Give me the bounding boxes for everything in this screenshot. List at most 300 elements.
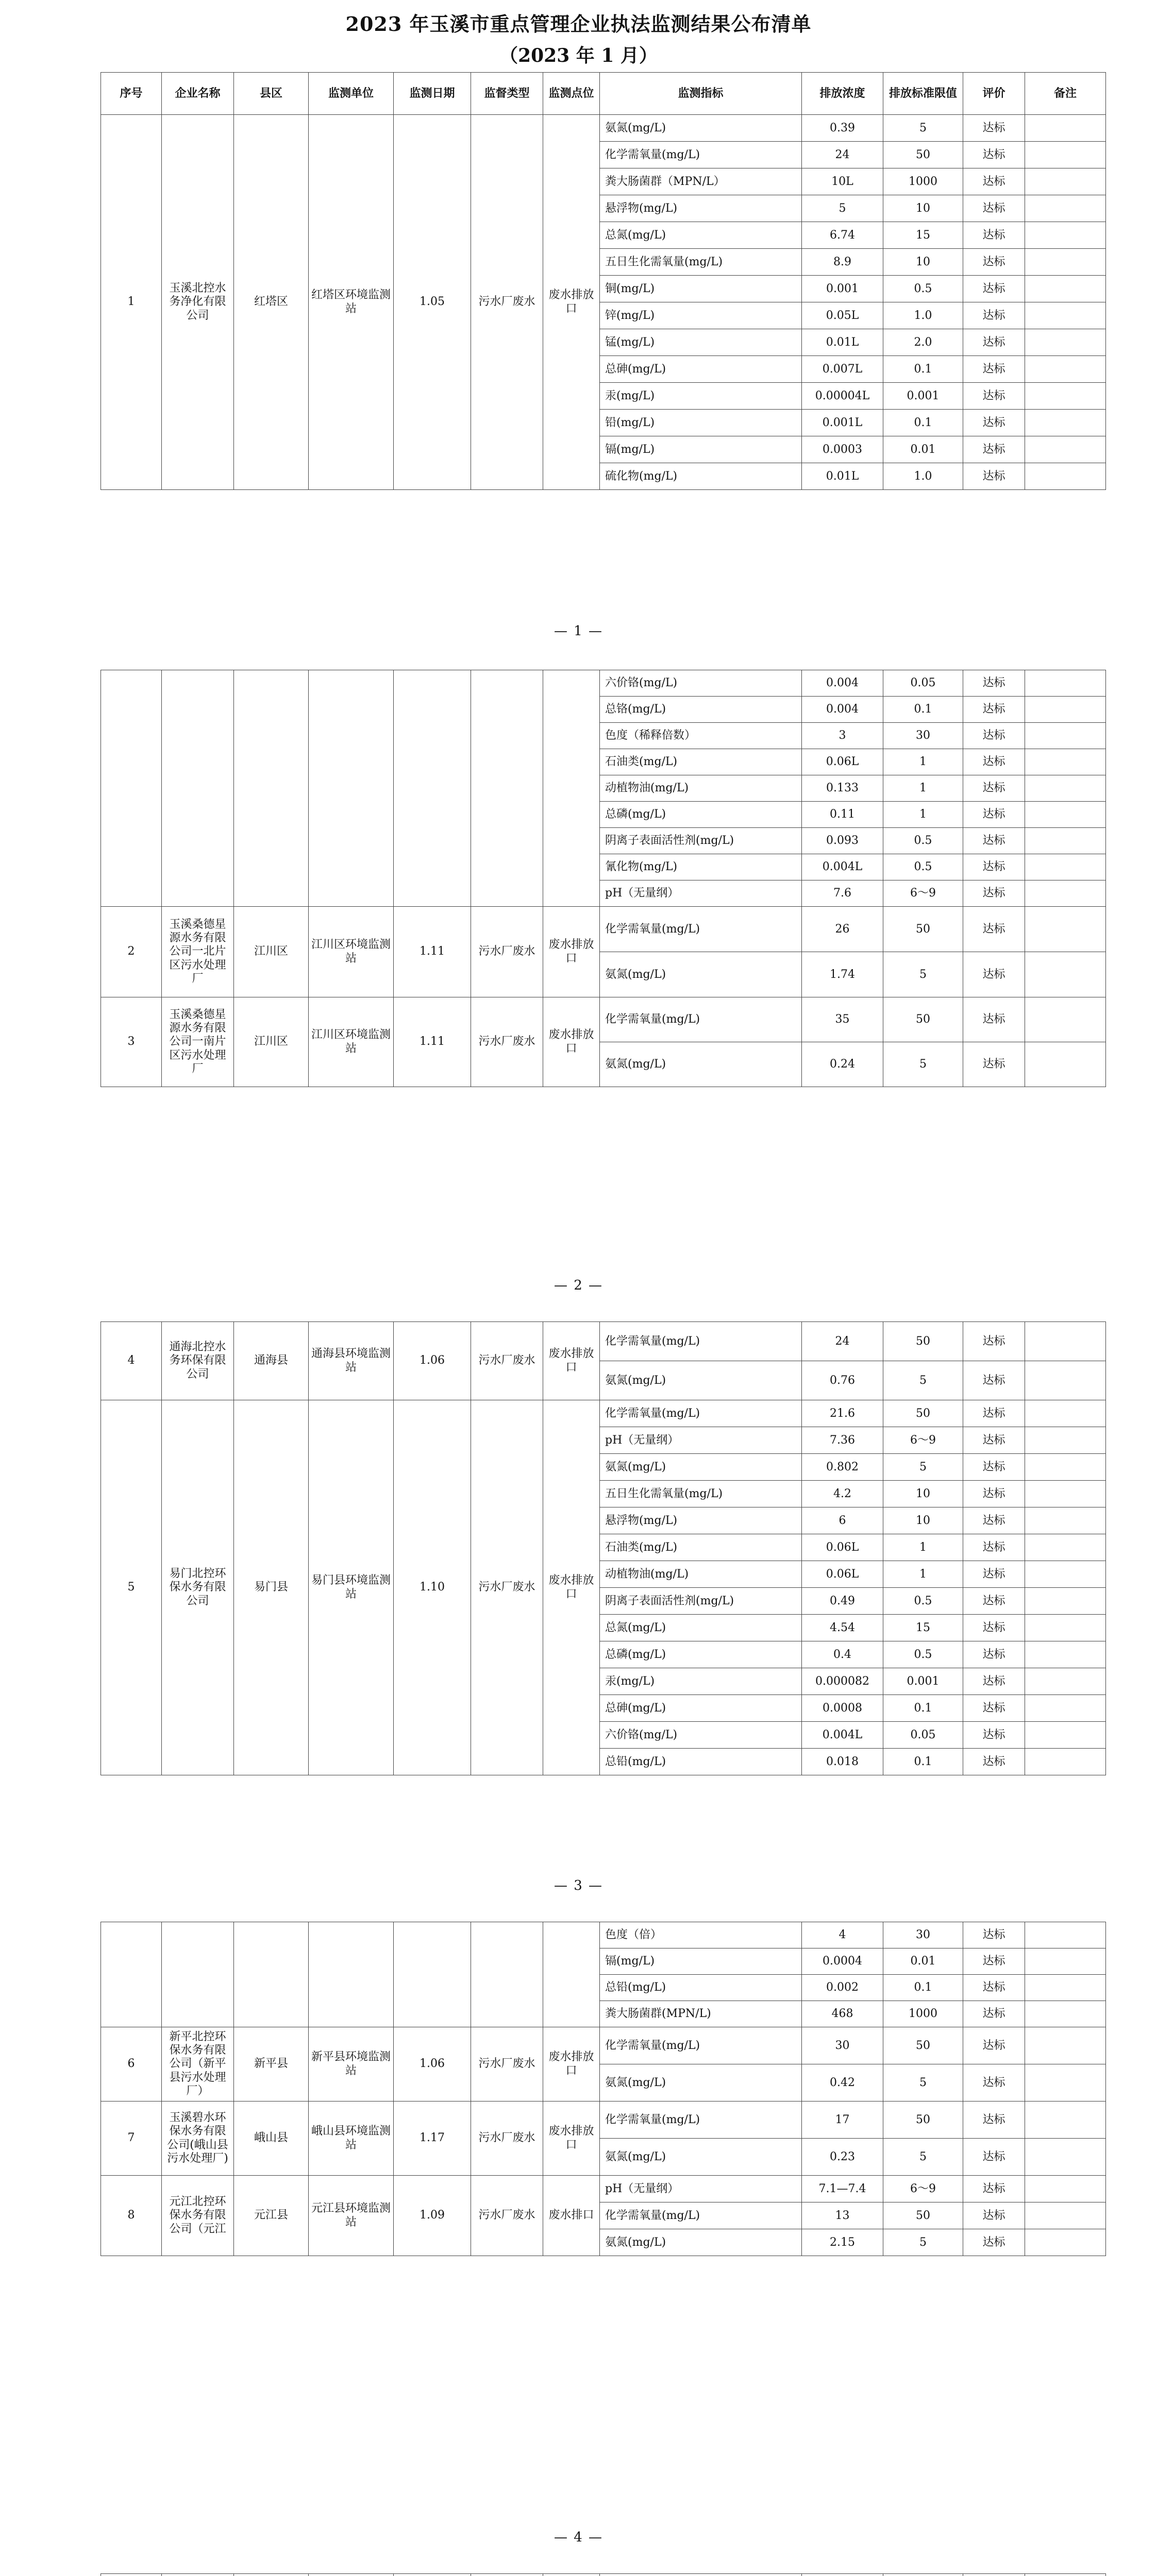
remark-cell <box>1025 1922 1106 1948</box>
evaluation-cell: 达标 <box>963 1615 1025 1641</box>
indicator-cell: 硫化物(mg/L) <box>600 463 802 490</box>
limit-cell: 1 <box>883 775 963 802</box>
concentration-cell: 0.004L <box>802 854 883 880</box>
seq-cell <box>101 2574 162 2576</box>
concentration-cell: 0.11 <box>802 802 883 828</box>
table-row <box>101 2102 1106 2139</box>
point-cell <box>543 670 600 907</box>
indicator-cell: 总磷(mg/L) <box>600 802 802 828</box>
limit-cell: 50 <box>883 2202 963 2229</box>
evaluation-cell: 达标 <box>963 2229 1025 2256</box>
evaluation-cell: 达标 <box>963 1695 1025 1722</box>
table-row <box>101 1922 1106 1948</box>
limit-cell: 0.001 <box>883 1668 963 1695</box>
concentration-cell: 21.6 <box>802 1400 883 1427</box>
evaluation-cell: 达标 <box>963 1975 1025 2001</box>
remark-cell <box>1025 2229 1106 2256</box>
limit-cell: 1000 <box>883 2001 963 2027</box>
indicator-cell: 氨氮(mg/L) <box>600 115 802 142</box>
indicator-cell: 总磷(mg/L) <box>600 1641 802 1668</box>
limit-cell: 1 <box>883 802 963 828</box>
evaluation-cell: 达标 <box>963 115 1025 142</box>
county-cell: 元江县 <box>234 2176 309 2256</box>
type-cell: 污水厂废水 <box>471 115 543 490</box>
seq-cell: 3 <box>101 997 162 1087</box>
indicator-cell: 总铬(mg/L) <box>600 697 802 723</box>
table-page-1 <box>100 72 1077 490</box>
remark-cell <box>1025 802 1106 828</box>
results-table <box>100 670 1106 1087</box>
remark-cell <box>1025 854 1106 880</box>
concentration-cell: 4 <box>802 1922 883 1948</box>
evaluation-cell: 达标 <box>963 1400 1025 1427</box>
remark-cell <box>1025 723 1106 749</box>
county-cell: 江川区 <box>234 907 309 997</box>
indicator-cell: 石油类(mg/L) <box>600 1534 802 1561</box>
indicator-cell: 铅(mg/L) <box>600 410 802 436</box>
page-number: — 3 — <box>554 1878 603 1893</box>
point-cell: 废水排放口 <box>543 2027 600 2102</box>
remark-cell <box>1025 1427 1106 1454</box>
indicator-cell: 化学需氧量(mg/L) <box>600 2027 802 2064</box>
remark-cell <box>1025 329 1106 356</box>
indicator-cell: 铜(mg/L) <box>600 276 802 302</box>
seq-cell: 8 <box>101 2176 162 2256</box>
date-cell: 1.17 <box>394 2102 471 2176</box>
indicator-cell: 粪大肠菌群（MPN/L） <box>600 168 802 195</box>
concentration-cell: 3 <box>802 723 883 749</box>
indicator-cell: 五日生化需氧量(mg/L) <box>600 1481 802 1507</box>
unit-cell <box>309 670 394 907</box>
concentration-cell: 468 <box>802 2001 883 2027</box>
county-cell: 江川区 <box>234 997 309 1087</box>
point-cell: 废水排放口 <box>543 1400 600 1775</box>
remark-cell <box>1025 1361 1106 1400</box>
date-cell <box>394 670 471 907</box>
column-header: 监督类型 <box>471 73 543 115</box>
limit-cell: 5 <box>883 2229 963 2256</box>
evaluation-cell: 达标 <box>963 1454 1025 1481</box>
limit-cell: 50 <box>883 997 963 1042</box>
indicator-cell: 化学需氧量(mg/L) <box>600 2102 802 2139</box>
indicator-cell: 色度（稀释倍数） <box>600 723 802 749</box>
concentration-cell: 0.42 <box>802 2064 883 2102</box>
type-cell: 污水厂废水 <box>471 1322 543 1400</box>
seq-cell: 4 <box>101 1322 162 1400</box>
table-row <box>101 2176 1106 2202</box>
evaluation-cell: 达标 <box>963 775 1025 802</box>
column-header: 排放标准限值 <box>883 73 963 115</box>
evaluation-cell: 达标 <box>963 749 1025 775</box>
remark-cell <box>1025 1588 1106 1615</box>
concentration-cell: 7.6 <box>802 880 883 907</box>
limit-cell: 10 <box>883 195 963 222</box>
company-cell <box>162 2574 234 2576</box>
company-cell: 玉溪桑德星源水务有限公司一北片区污水处理厂 <box>162 907 234 997</box>
concentration-cell: 0.001 <box>802 276 883 302</box>
concentration-cell: 0.018 <box>802 1749 883 1775</box>
limit-cell: 1 <box>883 749 963 775</box>
evaluation-cell: 达标 <box>963 276 1025 302</box>
indicator-cell: 镉(mg/L) <box>600 1948 802 1975</box>
table-header-row <box>101 73 1106 115</box>
county-cell: 新平县 <box>234 2027 309 2102</box>
limit-cell: 30 <box>883 723 963 749</box>
concentration-cell: 0.05L <box>802 302 883 329</box>
point-cell <box>543 1922 600 2027</box>
indicator-cell <box>600 2574 802 2576</box>
indicator-cell: 动植物油(mg/L) <box>600 775 802 802</box>
limit-cell: 5 <box>883 1454 963 1481</box>
date-cell <box>394 1922 471 2027</box>
limit-cell: 15 <box>883 1615 963 1641</box>
evaluation-cell: 达标 <box>963 142 1025 168</box>
seq-cell: 7 <box>101 2102 162 2176</box>
date-cell: 1.11 <box>394 997 471 1087</box>
evaluation-cell: 达标 <box>963 2064 1025 2102</box>
type-cell <box>471 670 543 907</box>
date-cell: 1.06 <box>394 2027 471 2102</box>
remark-cell <box>1025 1975 1106 2001</box>
type-cell: 污水厂废水 <box>471 2176 543 2256</box>
date-cell <box>394 2574 471 2576</box>
remark-cell <box>1025 2176 1106 2202</box>
page-number: — 1 — <box>554 623 603 639</box>
limit-cell: 0.5 <box>883 828 963 854</box>
seq-cell: 6 <box>101 2027 162 2102</box>
document-subtitle: （2023 年 1 月） <box>499 45 658 66</box>
evaluation-cell: 达标 <box>963 1534 1025 1561</box>
indicator-cell: 镉(mg/L) <box>600 436 802 463</box>
remark-cell <box>1025 697 1106 723</box>
indicator-cell: 总砷(mg/L) <box>600 1695 802 1722</box>
indicator-cell: 化学需氧量(mg/L) <box>600 142 802 168</box>
indicator-cell: 氨氮(mg/L) <box>600 1361 802 1400</box>
evaluation-cell: 达标 <box>963 1427 1025 1454</box>
unit-cell <box>309 2574 394 2576</box>
company-cell: 玉溪桑德星源水务有限公司一南片区污水处理厂 <box>162 997 234 1087</box>
limit-cell: 0.5 <box>883 276 963 302</box>
limit-cell: 10 <box>883 249 963 276</box>
remark-cell <box>1025 907 1106 952</box>
evaluation-cell: 达标 <box>963 1641 1025 1668</box>
concentration-cell: 24 <box>802 142 883 168</box>
remark-cell <box>1025 142 1106 168</box>
concentration-cell <box>802 2574 883 2576</box>
indicator-cell: 锌(mg/L) <box>600 302 802 329</box>
county-cell: 通海县 <box>234 1322 309 1400</box>
concentration-cell: 13 <box>802 2202 883 2229</box>
limit-cell: 1 <box>883 1534 963 1561</box>
indicator-cell: 化学需氧量(mg/L) <box>600 2202 802 2229</box>
evaluation-cell: 达标 <box>963 880 1025 907</box>
evaluation-cell: 达标 <box>963 1561 1025 1588</box>
point-cell: 废水排放口 <box>543 2102 600 2176</box>
indicator-cell: 化学需氧量(mg/L) <box>600 1400 802 1427</box>
concentration-cell: 5 <box>802 195 883 222</box>
concentration-cell: 8.9 <box>802 249 883 276</box>
indicator-cell: 氨氮(mg/L) <box>600 1454 802 1481</box>
evaluation-cell: 达标 <box>963 410 1025 436</box>
remark-cell <box>1025 249 1106 276</box>
evaluation-cell: 达标 <box>963 697 1025 723</box>
concentration-cell: 0.06L <box>802 749 883 775</box>
point-cell: 废水排放口 <box>543 907 600 997</box>
evaluation-cell: 达标 <box>963 723 1025 749</box>
limit-cell: 0.5 <box>883 1641 963 1668</box>
indicator-cell: 氨氮(mg/L) <box>600 2229 802 2256</box>
evaluation-cell: 达标 <box>963 2102 1025 2139</box>
remark-cell <box>1025 276 1106 302</box>
county-cell <box>234 670 309 907</box>
table-row <box>101 2027 1106 2064</box>
concentration-cell: 4.2 <box>802 1481 883 1507</box>
limit-cell: 0.001 <box>883 383 963 410</box>
limit-cell: 1 <box>883 1561 963 1588</box>
limit-cell: 0.1 <box>883 410 963 436</box>
limit-cell: 15 <box>883 222 963 249</box>
evaluation-cell: 达标 <box>963 802 1025 828</box>
evaluation-cell: 达标 <box>963 1948 1025 1975</box>
unit-cell: 江川区环境监测站 <box>309 907 394 997</box>
table-page-3 <box>100 1321 1054 1775</box>
type-cell <box>471 2574 543 2576</box>
limit-cell: 0.01 <box>883 1948 963 1975</box>
indicator-cell: 动植物油(mg/L) <box>600 1561 802 1588</box>
limit-cell: 0.1 <box>883 356 963 383</box>
table-row <box>101 907 1106 952</box>
indicator-cell: 化学需氧量(mg/L) <box>600 1322 802 1361</box>
company-cell: 通海北控水务环保有限公司 <box>162 1322 234 1400</box>
indicator-cell: pH（无量纲） <box>600 2176 802 2202</box>
indicator-cell: 化学需氧量(mg/L) <box>600 997 802 1042</box>
date-cell: 1.06 <box>394 1322 471 1400</box>
limit-cell: 6～9 <box>883 1427 963 1454</box>
remark-cell <box>1025 1534 1106 1561</box>
limit-cell: 1.0 <box>883 302 963 329</box>
results-table <box>100 1922 1106 2256</box>
concentration-cell: 35 <box>802 997 883 1042</box>
concentration-cell: 0.0004 <box>802 1948 883 1975</box>
concentration-cell: 0.004 <box>802 697 883 723</box>
evaluation-cell: 达标 <box>963 1361 1025 1400</box>
county-cell: 红塔区 <box>234 115 309 490</box>
concentration-cell: 0.00004L <box>802 383 883 410</box>
limit-cell: 0.05 <box>883 670 963 697</box>
evaluation-cell: 达标 <box>963 168 1025 195</box>
column-header: 排放浓度 <box>802 73 883 115</box>
concentration-cell: 0.01L <box>802 329 883 356</box>
table-page-2 <box>100 670 1054 1087</box>
evaluation-cell: 达标 <box>963 828 1025 854</box>
date-cell: 1.05 <box>394 115 471 490</box>
remark-cell <box>1025 463 1106 490</box>
unit-cell: 红塔区环境监测站 <box>309 115 394 490</box>
evaluation-cell: 达标 <box>963 1588 1025 1615</box>
limit-cell: 50 <box>883 2102 963 2139</box>
county-cell <box>234 1922 309 2027</box>
company-cell: 易门北控环保水务有限公司 <box>162 1400 234 1775</box>
limit-cell: 6～9 <box>883 2176 963 2202</box>
remark-cell <box>1025 2064 1106 2102</box>
table-row <box>101 2574 1106 2576</box>
document-title: 2023 年玉溪市重点管理企业执法监测结果公布清单 <box>345 12 812 36</box>
remark-cell <box>1025 356 1106 383</box>
point-cell <box>543 2574 600 2576</box>
evaluation-cell: 达标 <box>963 2001 1025 2027</box>
remark-cell <box>1025 1722 1106 1749</box>
concentration-cell: 0.0003 <box>802 436 883 463</box>
indicator-cell: 总氮(mg/L) <box>600 222 802 249</box>
remark-cell <box>1025 168 1106 195</box>
remark-cell <box>1025 1507 1106 1534</box>
column-header: 监测指标 <box>600 73 802 115</box>
remark-cell <box>1025 1322 1106 1361</box>
column-header: 县区 <box>234 73 309 115</box>
limit-cell: 50 <box>883 2027 963 2064</box>
limit-cell: 5 <box>883 2064 963 2102</box>
indicator-cell: 六价铬(mg/L) <box>600 670 802 697</box>
limit-cell: 50 <box>883 1400 963 1427</box>
remark-cell <box>1025 1042 1106 1087</box>
remark-cell <box>1025 1749 1106 1775</box>
remark-cell <box>1025 1615 1106 1641</box>
date-cell: 1.10 <box>394 1400 471 1775</box>
evaluation-cell: 达标 <box>963 997 1025 1042</box>
remark-cell <box>1025 749 1106 775</box>
table-page-4 <box>100 1922 1054 2256</box>
unit-cell: 易门县环境监测站 <box>309 1400 394 1775</box>
concentration-cell: 0.01L <box>802 463 883 490</box>
concentration-cell: 0.23 <box>802 2139 883 2176</box>
evaluation-cell: 达标 <box>963 436 1025 463</box>
remark-cell <box>1025 1948 1106 1975</box>
evaluation-cell: 达标 <box>963 2139 1025 2176</box>
column-header: 备注 <box>1025 73 1106 115</box>
limit-cell: 10 <box>883 1507 963 1534</box>
date-cell: 1.11 <box>394 907 471 997</box>
evaluation-cell: 达标 <box>963 195 1025 222</box>
indicator-cell: 粪大肠菌群(MPN/L) <box>600 2001 802 2027</box>
unit-cell: 新平县环境监测站 <box>309 2027 394 2102</box>
limit-cell: 5 <box>883 952 963 997</box>
unit-cell: 江川区环境监测站 <box>309 997 394 1087</box>
remark-cell <box>1025 2027 1106 2064</box>
evaluation-cell: 达标 <box>963 1507 1025 1534</box>
remark-cell <box>1025 952 1106 997</box>
evaluation-cell: 达标 <box>963 383 1025 410</box>
concentration-cell: 0.001L <box>802 410 883 436</box>
evaluation-cell: 达标 <box>963 2027 1025 2064</box>
unit-cell <box>309 1922 394 2027</box>
type-cell <box>471 1922 543 2027</box>
evaluation-cell: 达标 <box>963 1668 1025 1695</box>
limit-cell: 1000 <box>883 168 963 195</box>
results-table <box>100 1321 1106 1775</box>
evaluation-cell: 达标 <box>963 2176 1025 2202</box>
evaluation-cell: 达标 <box>963 356 1025 383</box>
remark-cell <box>1025 1641 1106 1668</box>
column-header: 企业名称 <box>162 73 234 115</box>
limit-cell: 0.1 <box>883 1749 963 1775</box>
limit-cell: 50 <box>883 142 963 168</box>
evaluation-cell: 达标 <box>963 854 1025 880</box>
date-cell: 1.09 <box>394 2176 471 2256</box>
concentration-cell: 24 <box>802 1322 883 1361</box>
limit-cell: 10 <box>883 1481 963 1507</box>
concentration-cell: 0.133 <box>802 775 883 802</box>
type-cell: 污水厂废水 <box>471 907 543 997</box>
county-cell: 易门县 <box>234 1400 309 1775</box>
evaluation-cell: 达标 <box>963 329 1025 356</box>
table-page-5 <box>100 2573 1054 2576</box>
table-row <box>101 997 1106 1042</box>
concentration-cell: 0.06L <box>802 1534 883 1561</box>
remark-cell <box>1025 2202 1106 2229</box>
indicator-cell: 化学需氧量(mg/L) <box>600 907 802 952</box>
column-header: 评价 <box>963 73 1025 115</box>
evaluation-cell: 达标 <box>963 302 1025 329</box>
evaluation-cell: 达标 <box>963 463 1025 490</box>
concentration-cell: 0.0008 <box>802 1695 883 1722</box>
evaluation-cell: 达标 <box>963 249 1025 276</box>
indicator-cell: pH（无量纲） <box>600 1427 802 1454</box>
concentration-cell: 0.24 <box>802 1042 883 1087</box>
table-row <box>101 115 1106 142</box>
evaluation-cell: 达标 <box>963 1722 1025 1749</box>
type-cell: 污水厂废水 <box>471 2027 543 2102</box>
concentration-cell: 26 <box>802 907 883 952</box>
limit-cell: 5 <box>883 1042 963 1087</box>
type-cell: 污水厂废水 <box>471 997 543 1087</box>
limit-cell: 0.5 <box>883 854 963 880</box>
company-cell: 元江北控环保水务有限公司（元江 <box>162 2176 234 2256</box>
point-cell: 废水排放口 <box>543 115 600 490</box>
page-number: — 2 — <box>554 1278 603 1293</box>
remark-cell <box>1025 2001 1106 2027</box>
limit-cell: 50 <box>883 907 963 952</box>
seq-cell: 5 <box>101 1400 162 1775</box>
indicator-cell: 总铅(mg/L) <box>600 1749 802 1775</box>
indicator-cell: 阴离子表面活性剂(mg/L) <box>600 828 802 854</box>
limit-cell: 5 <box>883 115 963 142</box>
remark-cell <box>1025 2574 1106 2576</box>
evaluation-cell <box>963 2574 1025 2576</box>
remark-cell <box>1025 828 1106 854</box>
indicator-cell: pH（无量纲） <box>600 880 802 907</box>
concentration-cell: 0.4 <box>802 1641 883 1668</box>
indicator-cell: 总氮(mg/L) <box>600 1615 802 1641</box>
remark-cell <box>1025 302 1106 329</box>
results-table <box>100 2573 1106 2576</box>
point-cell: 废水排放口 <box>543 997 600 1087</box>
limit-cell: 0.5 <box>883 1588 963 1615</box>
seq-cell <box>101 1922 162 2027</box>
seq-cell: 2 <box>101 907 162 997</box>
limit-cell: 1.0 <box>883 463 963 490</box>
point-cell: 废水排放口 <box>543 1322 600 1400</box>
remark-cell <box>1025 880 1106 907</box>
limit-cell: 5 <box>883 1361 963 1400</box>
indicator-cell: 汞(mg/L) <box>600 1668 802 1695</box>
indicator-cell: 锰(mg/L) <box>600 329 802 356</box>
county-cell <box>234 2574 309 2576</box>
concentration-cell: 0.49 <box>802 1588 883 1615</box>
remark-cell <box>1025 775 1106 802</box>
indicator-cell: 总砷(mg/L) <box>600 356 802 383</box>
limit-cell <box>883 2574 963 2576</box>
concentration-cell: 1.74 <box>802 952 883 997</box>
